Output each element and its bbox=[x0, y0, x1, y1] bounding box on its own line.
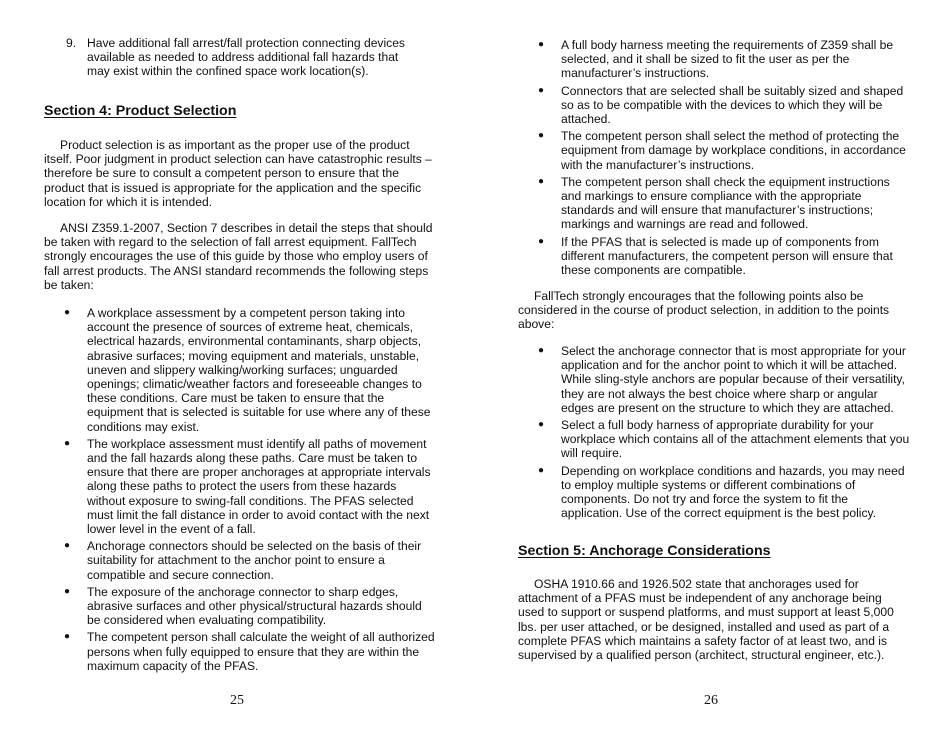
section-4-heading: Section 4: Product Selection bbox=[44, 103, 237, 119]
page-number-left: 25 bbox=[230, 693, 244, 708]
bullet-icon: ● bbox=[538, 130, 545, 142]
bullet-icon: ● bbox=[538, 419, 545, 431]
item-number: 9. bbox=[66, 36, 77, 50]
bullet-icon: ● bbox=[538, 84, 545, 96]
bullet-icon: ● bbox=[538, 175, 545, 187]
list-item: ● Select a full body harness of appropriate durability for your workplace which contains all of the attachment elements that you will require. bbox=[538, 418, 910, 461]
bullet-icon: ● bbox=[538, 235, 545, 247]
list-item: ● If the PFAS that is selected is made up of components from different manufacturers, the competent person will ensure that these components are compatible. bbox=[538, 234, 893, 278]
bullet-icon: ● bbox=[64, 540, 71, 552]
list-item: ● The workplace assessment must identify all paths of movement and the fall hazards along these paths. Care must be taken to ensure that there are proper anchorages at appropriate intervals along these paths to protect the users from these hazards without exposure to swing-fall conditions. The PFAS selected must limit the fall distance in order to avoid contact with the next lower level in the event of a fall. bbox=[64, 436, 431, 537]
bullet-icon: ● bbox=[64, 631, 71, 643]
list-item: ● The competent person shall calculate the weight of all authorized persons when fully equipped to ensure that they are within the maximum capacity of the PFAS. bbox=[64, 630, 435, 673]
list-item: ● Anchorage connectors should be selected on the basis of their suitability for attachment to the anchor point to ensure a compatible and secure connection. bbox=[64, 539, 422, 582]
bullet-icon: ● bbox=[538, 39, 545, 50]
list-item: ● The competent person shall select the method of protecting the equipment from damage by workplace conditions, in accordance with the manufacturer’s instructions. bbox=[538, 129, 906, 172]
bullet-icon: ● bbox=[64, 437, 71, 449]
numbered-item-9 bbox=[66, 36, 406, 79]
paragraph-osha: OSHA 1910.66 and 1926.502 state that anchorages used for attachment of a PFAS must be independent of any anchorage being used to support or suspend platforms, and must support at least 5,000 lbs. per user attached, or be designed, installed and used as part of a complete PFAS which maintains a safety factor of at least two, and is supervised by a qualified person (architect, structural engineer, etc.). bbox=[518, 577, 894, 663]
list-item: ● The exposure of the anchorage connector to sharp edges, abrasive surfaces and other physical/structural hazards should be considered when evaluating compatibility. bbox=[64, 584, 422, 628]
list-item: ● Select the anchorage connector that is most appropriate for your application and for the anchor point to which it will be attached. While sling-style anchors are popular because of their versatility, they are not always the best choice where sharp or angular edges are present on the structure to which they are attached. bbox=[538, 344, 906, 415]
bullet-icon: ● bbox=[538, 464, 545, 476]
list-item: ● The competent person shall check the equipment instructions and markings to ensure compliance with the appropriate standards and will ensure that manufacturer’s instructions; markings and warnings are read and followed. bbox=[538, 174, 890, 232]
list-item: ● Connectors that are selected shall be suitably sized and shaped so as to be compatible with the devices to which they will be attached. bbox=[538, 83, 904, 127]
list-item: ● Depending on workplace conditions and hazards, you may need to employ multiple systems or different combinations of components. Do not try and force the system to fit the application. Use of the correct equipment is the best policy. bbox=[538, 463, 905, 521]
list-item: ● A workplace assessment by a competent person taking into account the presence of sources of extreme heat, chemicals, electrical hazards, environmental contaminants, sharp objects, abrasive surfaces; moving equipment and materials, unstable, uneven and slippery walking/working surfaces; unguarded openings; climatic/weather factors and foreseeable changes to these conditions. Care must be taken to ensure that the equipment that is selected is suitable for use where any of these conditions may exist. bbox=[64, 306, 431, 434]
bullet-icon: ● bbox=[64, 307, 71, 318]
list-item: ● A full body harness meeting the requirements of Z359 shall be selected, and it shall be sized to fit the user as per the manufacturer’s instructions. bbox=[538, 38, 894, 81]
paragraph-falltech: FallTech strongly encourages that the following points also be considered in the course of product selection, in addition to the points above: bbox=[518, 289, 890, 332]
section-5-heading: Section 5: Anchorage Considerations bbox=[518, 543, 771, 559]
selection-requirements-list bbox=[518, 38, 910, 277]
bullet-icon: ● bbox=[64, 585, 71, 597]
paragraph-product-selection: Product selection is as important as the proper use of the product itself. Poor judgment in product selection can have catastrophic results – therefore be sure to consult a competent person to ensure that the product that is issued is appropriate for the application and the specific location for which it is intended. bbox=[44, 138, 432, 209]
page-number-right: 26 bbox=[704, 693, 718, 708]
item-text: Have additional fall arrest/fall protection connecting devices available as needed to address additional fall hazards that may exist within the confined space work location(s). bbox=[87, 36, 405, 79]
ansi-steps-list bbox=[44, 306, 436, 673]
falltech-points-list bbox=[518, 344, 910, 520]
bullet-icon: ● bbox=[538, 345, 545, 356]
paragraph-ansi: ANSI Z359.1-2007, Section 7 describes in detail the steps that should be taken with regard to the selection of fall arrest equipment. FallTech strongly encourages the use of this guide by those who employ users of fall arrest products. The ANSI standard recommends the following steps be taken: bbox=[44, 221, 433, 292]
